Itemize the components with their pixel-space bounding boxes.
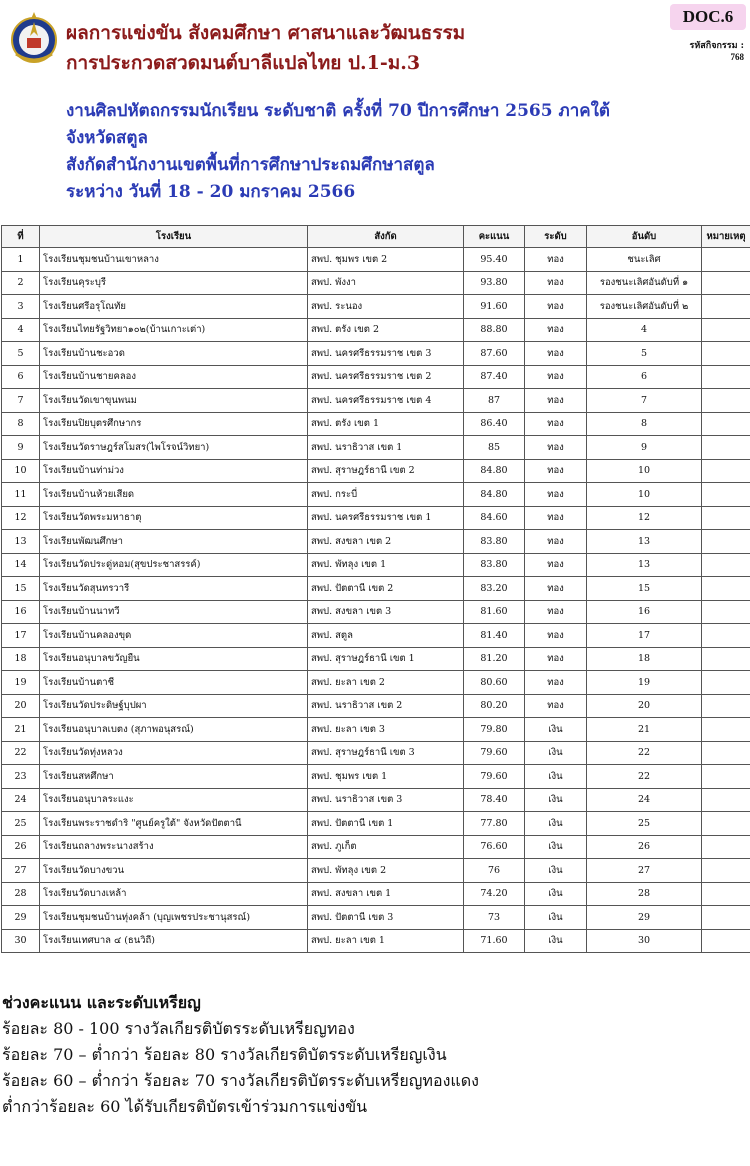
cell-score: 83.80	[464, 553, 525, 577]
cell-rank: 12	[587, 506, 702, 530]
cell-level: ทอง	[525, 577, 587, 601]
cell-score: 79.60	[464, 741, 525, 765]
cell-affiliation: สพป. นราธิวาส เขต 1	[308, 436, 464, 460]
cell-note	[702, 483, 750, 507]
cell-rank: 13	[587, 530, 702, 554]
cell-no: 6	[2, 365, 40, 389]
cell-rank: 5	[587, 342, 702, 366]
cell-score: 80.20	[464, 694, 525, 718]
cell-no: 3	[2, 295, 40, 319]
cell-affiliation: สพป. นครศรีธรรมราช เขต 4	[308, 389, 464, 413]
cell-note	[702, 365, 750, 389]
cell-school: โรงเรียนพระราชดำริ "ศูนย์ครูใต้" จังหวัดปัตตานี	[40, 812, 308, 836]
cell-school: โรงเรียนวัดพระมหาธาตุ	[40, 506, 308, 530]
table-row	[2, 459, 750, 483]
cell-level: ทอง	[525, 530, 587, 554]
cell-no: 4	[2, 318, 40, 342]
cell-school: โรงเรียนชุมชนบ้านทุ่งคล้า (บุญเพชรประชานุสรณ์)	[40, 906, 308, 930]
cell-level: ทอง	[525, 412, 587, 436]
cell-school: โรงเรียนเทศบาล ๔ (ธนวิถี)	[40, 929, 308, 953]
cell-no: 13	[2, 530, 40, 554]
cell-rank: 8	[587, 412, 702, 436]
event-line-1: งานศิลปหัตถกรรมนักเรียน ระดับชาติ ครั้งที่ 70 ปีการศึกษา 2565 ภาคใต้	[66, 101, 610, 121]
cell-no: 17	[2, 624, 40, 648]
cell-level: เงิน	[525, 906, 587, 930]
page-title: ผลการแข่งขัน สังคมศึกษา ศาสนาและวัฒนธรรม	[66, 22, 466, 44]
legend-item: ต่ำกว่าร้อยละ 60 ได้รับเกียรติบัตรเข้าร่วมการแข่งขัน	[2, 1097, 368, 1116]
cell-rank: 18	[587, 647, 702, 671]
table-row	[2, 577, 750, 601]
table-row	[2, 271, 750, 295]
cell-score: 87	[464, 389, 525, 413]
table-row	[2, 929, 750, 953]
cell-school: โรงเรียนบ้านห้วยเสียด	[40, 483, 308, 507]
cell-score: 80.60	[464, 671, 525, 695]
table-row	[2, 812, 750, 836]
legend-item: ร้อยละ 80 - 100 รางวัลเกียรติบัตรระดับเหรียญทอง	[2, 1019, 355, 1038]
cell-rank: 17	[587, 624, 702, 648]
header-affiliation: สังกัด	[308, 226, 464, 248]
cell-school: โรงเรียนปิยบุตรศึกษากร	[40, 412, 308, 436]
cell-note	[702, 859, 750, 883]
cell-note	[702, 647, 750, 671]
cell-affiliation: สพป. ชุมพร เขต 2	[308, 248, 464, 272]
cell-score: 87.60	[464, 342, 525, 366]
table-row	[2, 295, 750, 319]
cell-note	[702, 248, 750, 272]
cell-no: 26	[2, 835, 40, 859]
cell-school: โรงเรียนคุระบุรี	[40, 271, 308, 295]
score-legend	[2, 990, 479, 1120]
cell-affiliation: สพป. ปัตตานี เขต 2	[308, 577, 464, 601]
cell-affiliation: สพป. ยะลา เขต 3	[308, 718, 464, 742]
cell-note	[702, 271, 750, 295]
header-note: หมายเหตุ	[702, 226, 750, 248]
cell-level: ทอง	[525, 553, 587, 577]
cell-school: โรงเรียนถลางพระนางสร้าง	[40, 835, 308, 859]
cell-school: โรงเรียนวัดทุ่งหลวง	[40, 741, 308, 765]
table-row	[2, 765, 750, 789]
cell-note	[702, 906, 750, 930]
cell-note	[702, 412, 750, 436]
cell-rank: 10	[587, 459, 702, 483]
cell-rank: 9	[587, 436, 702, 460]
cell-score: 83.80	[464, 530, 525, 554]
cell-school: โรงเรียนบ้านชายคลอง	[40, 365, 308, 389]
cell-note	[702, 318, 750, 342]
cell-school: โรงเรียนชุมชนบ้านเขาหลาง	[40, 248, 308, 272]
cell-note	[702, 718, 750, 742]
cell-no: 25	[2, 812, 40, 836]
cell-affiliation: สพป. สงขลา เขต 1	[308, 882, 464, 906]
table-row	[2, 718, 750, 742]
cell-note	[702, 835, 750, 859]
table-row	[2, 553, 750, 577]
cell-affiliation: สพป. พัทลุง เขต 2	[308, 859, 464, 883]
results-table	[1, 225, 750, 953]
table-row	[2, 530, 750, 554]
cell-level: เงิน	[525, 882, 587, 906]
cell-level: เงิน	[525, 835, 587, 859]
table-row	[2, 248, 750, 272]
cell-no: 22	[2, 741, 40, 765]
cell-note	[702, 459, 750, 483]
cell-level: ทอง	[525, 506, 587, 530]
cell-score: 73	[464, 906, 525, 930]
cell-school: โรงเรียนไทยรัฐวิทยา๑๐๒(บ้านเกาะเต่า)	[40, 318, 308, 342]
table-row	[2, 859, 750, 883]
cell-level: ทอง	[525, 436, 587, 460]
cell-score: 71.60	[464, 929, 525, 953]
cell-rank: ชนะเลิศ	[587, 248, 702, 272]
cell-score: 86.40	[464, 412, 525, 436]
cell-note	[702, 577, 750, 601]
cell-level: ทอง	[525, 318, 587, 342]
cell-school: โรงเรียนวัดบางขวน	[40, 859, 308, 883]
cell-affiliation: สพป. สงขลา เขต 2	[308, 530, 464, 554]
cell-no: 18	[2, 647, 40, 671]
cell-note	[702, 295, 750, 319]
legend-item: ร้อยละ 70 – ต่ำกว่า ร้อยละ 80 รางวัลเกียรติบัตรระดับเหรียญเงิน	[2, 1045, 447, 1064]
cell-school: โรงเรียนวัดสุนทรวารี	[40, 577, 308, 601]
cell-affiliation: สพป. สุราษฎร์ธานี เขต 3	[308, 741, 464, 765]
cell-note	[702, 882, 750, 906]
cell-score: 77.80	[464, 812, 525, 836]
cell-no: 20	[2, 694, 40, 718]
table-row	[2, 483, 750, 507]
table-header-row	[2, 226, 750, 248]
cell-rank: 24	[587, 788, 702, 812]
cell-note	[702, 812, 750, 836]
header-school: โรงเรียน	[40, 226, 308, 248]
cell-rank: 19	[587, 671, 702, 695]
table-row	[2, 318, 750, 342]
cell-level: เงิน	[525, 788, 587, 812]
cell-rank: 7	[587, 389, 702, 413]
cell-affiliation: สพป. ปัตตานี เขต 3	[308, 906, 464, 930]
cell-no: 29	[2, 906, 40, 930]
cell-school: โรงเรียนบ้านคลองขุด	[40, 624, 308, 648]
cell-affiliation: สพป. นครศรีธรรมราช เขต 1	[308, 506, 464, 530]
table-row	[2, 412, 750, 436]
cell-school: โรงเรียนอนุบาลระแงะ	[40, 788, 308, 812]
cell-score: 79.60	[464, 765, 525, 789]
cell-affiliation: สพป. ตรัง เขต 1	[308, 412, 464, 436]
cell-level: ทอง	[525, 365, 587, 389]
cell-no: 15	[2, 577, 40, 601]
cell-level: ทอง	[525, 694, 587, 718]
event-line-3: สังกัดสำนักงานเขตพื้นที่การศึกษาประถมศึกษาสตูล	[66, 155, 435, 175]
cell-score: 78.40	[464, 788, 525, 812]
cell-no: 14	[2, 553, 40, 577]
cell-no: 10	[2, 459, 40, 483]
cell-note	[702, 436, 750, 460]
cell-no: 12	[2, 506, 40, 530]
cell-level: ทอง	[525, 342, 587, 366]
cell-rank: 4	[587, 318, 702, 342]
cell-affiliation: สพป. นครศรีธรรมราช เขต 3	[308, 342, 464, 366]
cell-level: เงิน	[525, 741, 587, 765]
cell-note	[702, 765, 750, 789]
cell-school: โรงเรียนวัดประดู่หอม(สุขประชาสรรค์)	[40, 553, 308, 577]
table-row	[2, 741, 750, 765]
cell-rank: 30	[587, 929, 702, 953]
cell-level: ทอง	[525, 248, 587, 272]
cell-score: 95.40	[464, 248, 525, 272]
table-row	[2, 600, 750, 624]
cell-rank: 27	[587, 859, 702, 883]
cell-no: 5	[2, 342, 40, 366]
cell-rank: 21	[587, 718, 702, 742]
cell-level: เงิน	[525, 929, 587, 953]
cell-affiliation: สพป. ปัตตานี เขต 1	[308, 812, 464, 836]
cell-score: 76	[464, 859, 525, 883]
cell-score: 91.60	[464, 295, 525, 319]
cell-affiliation: สพป. กระบี่	[308, 483, 464, 507]
event-line-4: ระหว่าง วันที่ 18 - 20 มกราคม 2566	[66, 182, 356, 202]
cell-no: 11	[2, 483, 40, 507]
cell-rank: รองชนะเลิศอันดับที่ ๒	[587, 295, 702, 319]
cell-no: 30	[2, 929, 40, 953]
cell-level: ทอง	[525, 389, 587, 413]
cell-school: โรงเรียนพัฒนศึกษา	[40, 530, 308, 554]
cell-level: ทอง	[525, 647, 587, 671]
event-info	[66, 98, 666, 206]
cell-rank: 13	[587, 553, 702, 577]
cell-note	[702, 741, 750, 765]
cell-school: โรงเรียนศรีอรุโณทัย	[40, 295, 308, 319]
table-row	[2, 624, 750, 648]
cell-no: 24	[2, 788, 40, 812]
cell-no: 8	[2, 412, 40, 436]
cell-rank: 25	[587, 812, 702, 836]
cell-level: ทอง	[525, 295, 587, 319]
cell-school: โรงเรียนวัดบางเหล้า	[40, 882, 308, 906]
cell-score: 81.60	[464, 600, 525, 624]
cell-note	[702, 389, 750, 413]
organization-logo	[8, 10, 60, 70]
cell-score: 83.20	[464, 577, 525, 601]
legend-heading: ช่วงคะแนน และระดับเหรียญ	[2, 993, 201, 1012]
cell-affiliation: สพป. พังงา	[308, 271, 464, 295]
cell-rank: 29	[587, 906, 702, 930]
cell-level: ทอง	[525, 483, 587, 507]
cell-school: โรงเรียนวัดเขาขุนพนม	[40, 389, 308, 413]
cell-no: 7	[2, 389, 40, 413]
cell-note	[702, 624, 750, 648]
cell-level: เงิน	[525, 812, 587, 836]
event-line-2: จังหวัดสตูล	[66, 128, 148, 148]
cell-score: 74.20	[464, 882, 525, 906]
cell-score: 88.80	[464, 318, 525, 342]
cell-affiliation: สพป. ระนอง	[308, 295, 464, 319]
cell-no: 2	[2, 271, 40, 295]
table-row	[2, 365, 750, 389]
cell-school: โรงเรียนวัดประดิษฐ์บุปผา	[40, 694, 308, 718]
cell-score: 85	[464, 436, 525, 460]
activity-code-value: 768	[730, 52, 744, 62]
header-level: ระดับ	[525, 226, 587, 248]
cell-affiliation: สพป. สุราษฎร์ธานี เขต 1	[308, 647, 464, 671]
cell-no: 16	[2, 600, 40, 624]
cell-note	[702, 600, 750, 624]
table-row	[2, 882, 750, 906]
cell-note	[702, 553, 750, 577]
cell-level: ทอง	[525, 271, 587, 295]
cell-level: ทอง	[525, 459, 587, 483]
cell-note	[702, 788, 750, 812]
table-row	[2, 506, 750, 530]
cell-score: 84.80	[464, 483, 525, 507]
cell-level: เงิน	[525, 859, 587, 883]
table-row	[2, 436, 750, 460]
cell-note	[702, 342, 750, 366]
cell-affiliation: สพป. นราธิวาส เขต 3	[308, 788, 464, 812]
cell-rank: 15	[587, 577, 702, 601]
cell-affiliation: สพป. นครศรีธรรมราช เขต 2	[308, 365, 464, 389]
cell-school: โรงเรียนบ้านนาทวี	[40, 600, 308, 624]
cell-affiliation: สพป. ภูเก็ต	[308, 835, 464, 859]
cell-affiliation: สพป. ชุมพร เขต 1	[308, 765, 464, 789]
cell-rank: 22	[587, 765, 702, 789]
cell-school: โรงเรียนอนุบาลขวัญยืน	[40, 647, 308, 671]
cell-score: 87.40	[464, 365, 525, 389]
cell-level: ทอง	[525, 600, 587, 624]
cell-affiliation: สพป. นราธิวาส เขต 2	[308, 694, 464, 718]
cell-affiliation: สพป. ตรัง เขต 2	[308, 318, 464, 342]
header-no: ที่	[2, 226, 40, 248]
cell-school: โรงเรียนบ้านตาชี	[40, 671, 308, 695]
cell-no: 28	[2, 882, 40, 906]
cell-rank: 26	[587, 835, 702, 859]
cell-affiliation: สพป. ยะลา เขต 2	[308, 671, 464, 695]
cell-school: โรงเรียนวัดราษฎร์สโมสร(ไพโรจน์วิทยา)	[40, 436, 308, 460]
cell-no: 1	[2, 248, 40, 272]
table-row	[2, 647, 750, 671]
legend-item: ร้อยละ 60 – ต่ำกว่า ร้อยละ 70 รางวัลเกียรติบัตรระดับเหรียญทองแดง	[2, 1071, 479, 1090]
cell-level: เงิน	[525, 765, 587, 789]
page-subtitle: การประกวดสวดมนต์บาลีแปลไทย ป.1-ม.3	[66, 52, 421, 74]
cell-no: 9	[2, 436, 40, 460]
cell-school: โรงเรียนบ้านชะอวด	[40, 342, 308, 366]
cell-affiliation: สพป. ยะลา เขต 1	[308, 929, 464, 953]
doc-code-badge: DOC.6	[670, 4, 746, 30]
cell-affiliation: สพป. สงขลา เขต 3	[308, 600, 464, 624]
cell-score: 81.20	[464, 647, 525, 671]
cell-affiliation: สพป. สุราษฎร์ธานี เขต 2	[308, 459, 464, 483]
cell-score: 76.60	[464, 835, 525, 859]
activity-code-label: รหัสกิจกรรม :	[689, 41, 744, 51]
table-row	[2, 835, 750, 859]
cell-rank: 20	[587, 694, 702, 718]
cell-school: โรงเรียนอนุบาลเบตง (สุภาพอนุสรณ์)	[40, 718, 308, 742]
cell-affiliation: สพป. พัทลุง เขต 1	[308, 553, 464, 577]
cell-score: 84.60	[464, 506, 525, 530]
cell-no: 19	[2, 671, 40, 695]
cell-score: 79.80	[464, 718, 525, 742]
table-row	[2, 906, 750, 930]
cell-note	[702, 671, 750, 695]
table-row	[2, 342, 750, 366]
cell-rank: 6	[587, 365, 702, 389]
table-row	[2, 694, 750, 718]
cell-no: 27	[2, 859, 40, 883]
cell-rank: 16	[587, 600, 702, 624]
cell-note	[702, 506, 750, 530]
cell-score: 81.40	[464, 624, 525, 648]
table-row	[2, 788, 750, 812]
cell-school: โรงเรียนบ้านท่าม่วง	[40, 459, 308, 483]
cell-rank: 10	[587, 483, 702, 507]
cell-rank: 22	[587, 741, 702, 765]
cell-no: 23	[2, 765, 40, 789]
cell-level: ทอง	[525, 624, 587, 648]
cell-rank: 28	[587, 882, 702, 906]
cell-note	[702, 929, 750, 953]
cell-note	[702, 530, 750, 554]
header-rank: อันดับ	[587, 226, 702, 248]
cell-score: 93.80	[464, 271, 525, 295]
cell-school: โรงเรียนสหศึกษา	[40, 765, 308, 789]
cell-score: 84.80	[464, 459, 525, 483]
cell-note	[702, 694, 750, 718]
cell-no: 21	[2, 718, 40, 742]
cell-level: เงิน	[525, 718, 587, 742]
cell-level: ทอง	[525, 671, 587, 695]
table-row	[2, 671, 750, 695]
header-score: คะแนน	[464, 226, 525, 248]
table-row	[2, 389, 750, 413]
cell-affiliation: สพป. สตูล	[308, 624, 464, 648]
cell-rank: รองชนะเลิศอันดับที่ ๑	[587, 271, 702, 295]
